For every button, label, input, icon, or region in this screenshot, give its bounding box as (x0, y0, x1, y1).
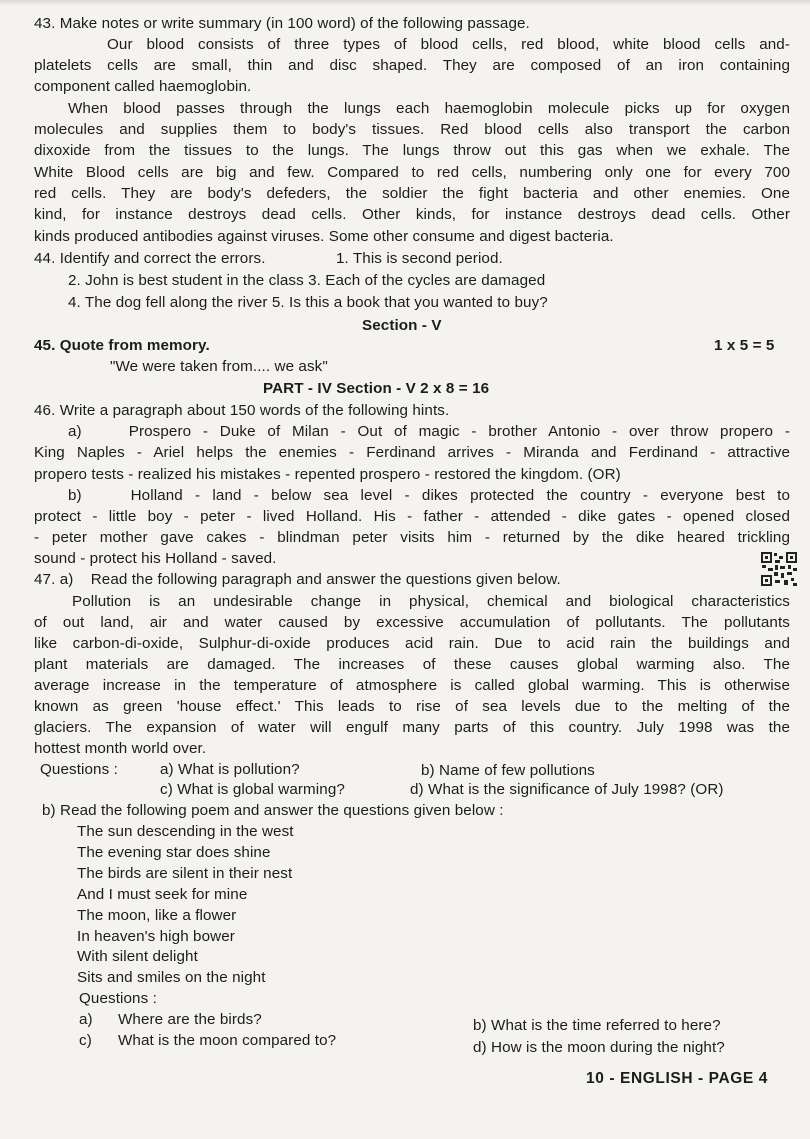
q43-p2-line: kind, for instance destroys dead cells. Other kinds, for instance destroys dead cells. Other (34, 206, 790, 223)
q47-paragraph-line: Pollution is an undesirable change in physical, chemical and biological characteristics (72, 593, 790, 610)
scan-edge (0, 0, 810, 6)
q47-paragraph-line: hottest month world over. (34, 740, 207, 757)
q47b-heading: b) Read the following poem and answer the questions given below : (42, 802, 504, 819)
poem-question-a-label: a) (79, 1011, 93, 1028)
poem-line: The evening star does shine (77, 844, 271, 861)
question-a: a) What is pollution? (160, 761, 300, 778)
poem-questions-label: Questions : (79, 990, 157, 1007)
q43-p1-line: component called haemoglobin. (34, 78, 252, 95)
questions-label: Questions : (40, 761, 118, 778)
q46-hint-a-line: propero tests - realized his mistakes - repented prospero - restored the kingdom. (OR) (34, 466, 621, 483)
q44-heading: 44. Identify and correct the errors. (34, 250, 266, 267)
q45-quote: "We were taken from.... we ask" (110, 358, 328, 375)
q47-paragraph-line: like carbon-di-oxide, Sulphur-di-oxide produces acid rain. Due to acid rain the buildings and (34, 635, 790, 652)
page-footer: 10 - ENGLISH - PAGE 4 (586, 1070, 768, 1087)
q47-paragraph-line: known as green 'house effect.' This leads to rise of sea levels due to the melting of the (34, 698, 790, 715)
q45-heading: 45. Quote from memory. (34, 337, 210, 354)
q43-p2-line: When blood passes through the lungs each haemoglobin molecule picks up for oxygen (68, 100, 790, 117)
poem-question-c-label: c) (79, 1032, 92, 1049)
q45-marks: 1 x 5 = 5 (714, 337, 775, 354)
q46-hint-a-line: a) Prospero - Duke of Milan - Out of magic - brother Antonio - over throw propero - (68, 423, 790, 440)
poem-line: The sun descending in the west (77, 823, 294, 840)
poem-line: The birds are silent in their nest (77, 865, 293, 882)
q47-heading: 47. a) Read the following paragraph and answer the questions given below. (34, 571, 561, 588)
q46-hint-a-line: King Naples - Ariel helps the enemies - Ferdinand arrives - Miranda and Ferdinand - attractive (34, 444, 790, 461)
q46-hint-b-line: b) Holland - land - below sea level - dikes protected the country - everyone best to (68, 487, 790, 504)
q44-item: 1. This is second period. (336, 250, 503, 267)
poem-line: The moon, like a flower (77, 907, 237, 924)
q47-paragraph-line: average increase in the temperature of atmosphere is called global warming. This is otherwise (34, 677, 790, 694)
section-heading: Section - V (362, 317, 442, 334)
poem-question-d: d) How is the moon during the night? (473, 1039, 725, 1056)
q43-p2-line: dixoxide from the tissues to the lungs. The lungs throw out this gas when we exhale. The (34, 142, 790, 159)
q46-heading: 46. Write a paragraph about 150 words of the following hints. (34, 402, 450, 419)
q43-heading: 43. Make notes or write summary (in 100 word) of the following passage. (34, 15, 530, 32)
question-b: b) Name of few pollutions (421, 762, 595, 779)
q46-hint-b-line: protect - little boy - peter - lived Holland. His - father - attended - dike gates - opened closed (34, 508, 790, 525)
poem-question-c: What is the moon compared to? (118, 1032, 337, 1049)
q43-p2-line: red cells. They are body's defeders, the soldier the fight bacteria and other enemies. One (34, 185, 790, 202)
poem-line: With silent delight (77, 948, 198, 965)
q46-hint-b-line: sound - protect his Holland - saved. (34, 550, 277, 567)
q44-items-line: 2. John is best student in the class 3. Each of the cycles are damaged (68, 272, 546, 289)
poem-question-a: Where are the birds? (118, 1011, 262, 1028)
q43-p1-line: platelets cells are small, thin and disc shaped. They are composed of an iron containing (34, 57, 790, 74)
part-heading: PART - IV Section - V 2 x 8 = 16 (263, 380, 490, 397)
qr-code-icon (760, 551, 798, 587)
poem-line: In heaven's high bower (77, 928, 235, 945)
q43-p2-line: White Blood cells are big and few. Compared to red cells, numbering only one for every 700 (34, 164, 790, 181)
q43-p2-line: kinds produced antibodies against viruses. Some other consume and digest bacteria. (34, 228, 614, 245)
q46-hint-b-line: - peter mother gave cakes - blindman peter visits him - returned by the dike heared trickling (34, 529, 790, 546)
q47-paragraph-line: plant materials are damaged. The increases of these causes global warming also. The (34, 656, 790, 673)
question-d: d) What is the significance of July 1998? (OR) (410, 781, 724, 798)
q43-p1-line: Our blood consists of three types of blood cells, red blood, white blood cells and- (107, 36, 790, 53)
question-c: c) What is global warming? (160, 781, 345, 798)
q47-paragraph-line: of out land, air and water caused by excessive accumulation of pollutants. The pollutants (34, 614, 790, 631)
q43-p2-line: molecules and supplies them to body's tissues. Red blood cells also transport the carbon (34, 121, 790, 138)
poem-question-b: b) What is the time referred to here? (473, 1017, 721, 1034)
q47-paragraph-line: glaciers. The expansion of water will engulf many parts of this country. July 1998 was the (34, 719, 790, 736)
q44-items-line: 4. The dog fell along the river 5. Is this a book that you wanted to buy? (68, 294, 548, 311)
poem-line: Sits and smiles on the night (77, 969, 266, 986)
poem-line: And I must seek for mine (77, 886, 248, 903)
